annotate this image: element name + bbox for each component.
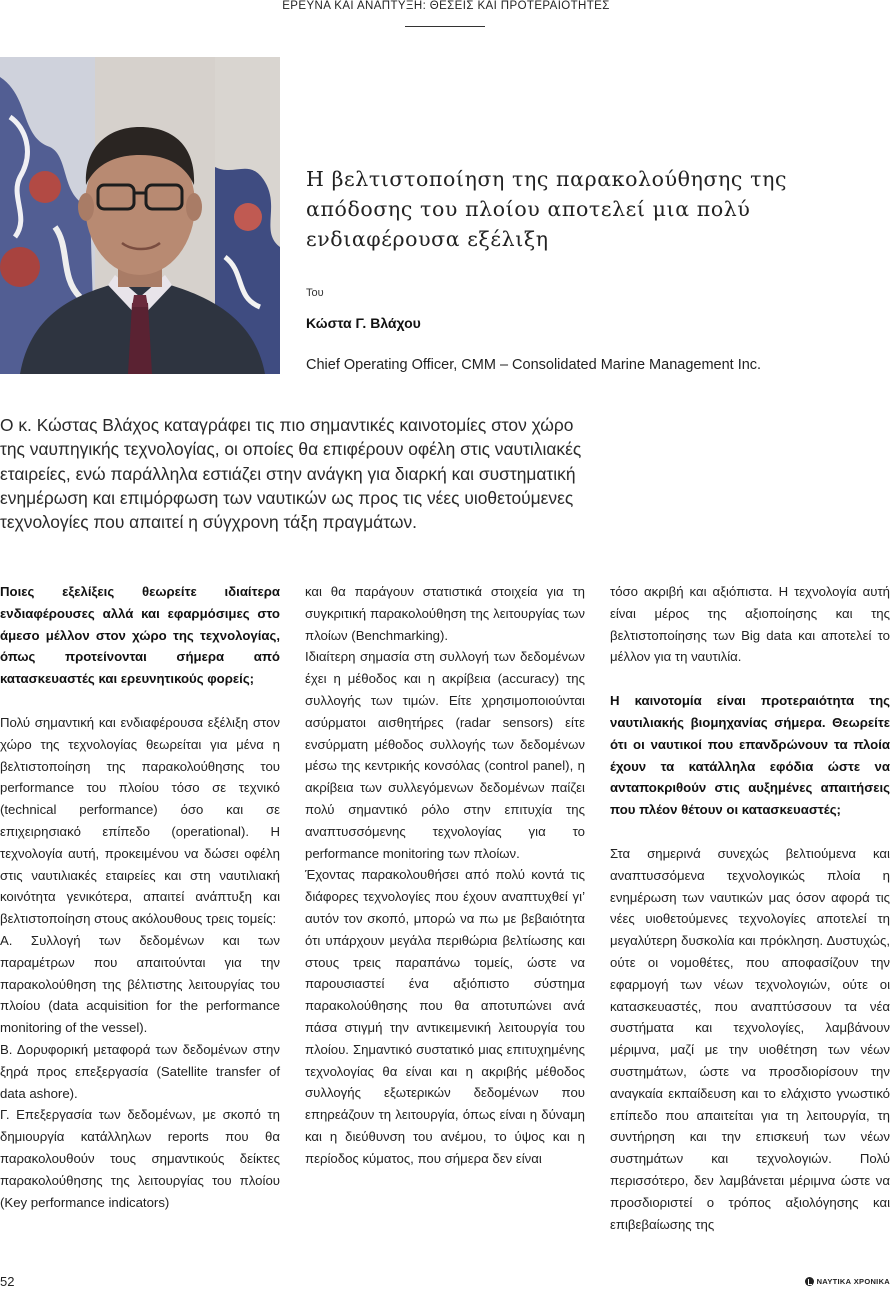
author-name: Κώστα Γ. Βλάχου [306, 315, 421, 331]
author-role: Chief Operating Officer, CMM – Consolidated Marine Management Inc. [306, 357, 762, 373]
author-portrait [0, 57, 280, 374]
brand-name: ΝΑΥΤΙΚΑ ΧΡΟΝΙΚΑ [816, 1277, 890, 1286]
answer-paragraph: Ιδιαίτερη σημασία στη συλλογή των δεδομένων έχει η μέθοδος και η ακρίβεια (accuracy) της συλλογής των τιμών. Είτε χρησιμοποιούνται ασύρματοι αισθητήρες (radar sensors) είτε ενσύρματη μέθοδος συλλογής των δεδομένων μέσω της κεντρικής κονσόλας (control panel), η ακρίβεια των συλλεγόμενων δεδομένων παίζει πολύ σημαντικό ρόλο στην επιτυχία της αναπτυσσόμενης τεχνολογίας για το performance monitoring των πλοίων. [305, 649, 585, 861]
header-rule [405, 26, 485, 27]
answer-paragraph: Έχοντας παρακολουθήσει από πολύ κοντά τις διάφορες τεχνολογίες που έχουν αναπτυχθεί γι’ αυτόν τον σκοπό, μπορώ να πω με βεβαιότητα ότι υπάρχουν μεγάλα περιθώρια βελτίωσης και στους τρεις παραπάνω τομείς, ώστε να παρουσιαστεί ένα αξιόπιστο σύστημα παρακολούθησης που θα αποτυπώνει ανά πάσα στιγμή την αντικειμενική λειτουργία του πλοίου. Σημαντικό συστατικό μιας επιτυχημένης τεχνολογίας θα είναι και η ακριβής μέθοδος συλλογής εξωτερικών δεδομένων που επηρεάζουν τη λειτουργία, όπως είναι η δύναμη και η διεύθυνση του ανέμου, το ύψος και η περίοδος κύματος, που σήμερα δεν είναι [305, 867, 585, 1166]
interview-question-1: Ποιες εξελίξεις θεωρείτε ιδιαίτερα ενδιαφέρουσες αλλά και εφαρμόσιμες στο άμεσο μέλλον στον χώρο της τεχνολογίας, όπως προτείνονται σήμερα από κατασκευαστές και ερευνητικούς φορείς; [0, 584, 280, 687]
answer-paragraph: Γ. Επεξεργασία των δεδομένων, με σκοπό τη δημιουργία κατάλληλων reports που θα παρακολουθούν τους σημαντικούς δείκτες παρακολούθησης της λειτουργίας του πλοίου (Key performance indicators) [0, 1107, 280, 1210]
interview-question-2: Η καινοτομία είναι προτεραιότητα της ναυτιλιακής βιομηχανίας σήμερα. Θεωρείτε ότι οι ναυτικοί που επανδρώνουν τα πλοία έχουν τα κατάλληλα εφόδια ώστε να ανταποκριθούν στις αυξημένες απαιτήσεις που πλέον θέτουν οι κατασκευαστές; [610, 693, 890, 818]
column-1 [0, 581, 280, 1213]
answer-paragraph: τόσο ακριβή και αξιόπιστα. Η τεχνολογία αυτή είναι μέρος της αξιοποίησης και της βελτιστοποίησης των Big data και αποτελεί το μέλλον για τη ναυτιλία. [610, 584, 890, 665]
answer-paragraph: και θα παράγουν στατιστικά στοιχεία για τη συγκριτική παρακολούθηση της λειτουργίας των πλοίων (Benchmarking). [305, 584, 585, 643]
column-3 [610, 581, 890, 1235]
byline-prefix: Του [306, 287, 324, 299]
brand-logo-icon [805, 1277, 814, 1286]
article-title: Η βελτιστοποίηση της παρακολούθησης της απόδοσης του πλοίου αποτελεί μια πολύ ενδιαφέρουσα εξέλιξη [306, 167, 788, 251]
footer-brand [805, 1277, 890, 1286]
answer-paragraph: Πολύ σημαντική και ενδιαφέρουσα εξέλιξη στον χώρο της τεχνολογίας θεωρείται για μένα η βελτιστοποίηση της παρακολούθησης του performance του πλοίου τόσο σε τεχνικό (technical performance) όσο και σε επιχειρησιακό επίπεδο (operational). Η τεχνολογία αυτή, προκειμένου να δώσει οφέλη στις ναυτιλιακές εταιρείες και στη ναυτιλιακή κοινότητα γενικότερα, απαιτεί ανάπτυξη και βελτιστοποίηση στους ακόλουθους τρεις τομείς: [0, 714, 280, 927]
article-intro: Ο κ. Κώστας Βλάχος καταγράφει τις πιο σημαντικές καινοτομίες στον χώρο της ναυπηγικής τεχνολογίας, οι οποίες θα επιφέρουν οφέλη στις ναυτιλιακές εταιρείες, ενώ παράλληλα εστιάζει στην ανάγκη για διαρκή και συστηματική ενημέρωση και επιμόρφωση των ναυτικών ως προς τις νέες υιοθετούμενες τεχνολογίες που απαιτεί η σύγχρονη τάξη πραγμάτων. [0, 415, 582, 533]
column-2 [305, 581, 585, 1170]
answer-paragraph: Στα σημερινά συνεχώς βελτιούμενα και αναπτυσσόμενα τεχνολογικώς πλοία η ενημέρωση των ναυτικών μας όσον αφορά τις νέες υιοθετούμενες τεχνολογίες αποτελεί τη μεγαλύτερη δυσκολία και πρόκληση. Δυστυχώς, ούτε οι νομοθέτες, που αποφασίζουν την εφαρμογή των νέων τεχνολογιών, ούτε οι κατασκευαστές, που αναπτύσσουν τα νέα συστήματα και τεχνολογίες, λαμβάνουν μέριμνα, μαζί με την υιοθέτηση των νέων συστημάτων, ώστε να προσδιορίσουν την αναγκαία εκπαίδευση και το ελάχιστο γνωστικό επίπεδο που απαιτείται για τη λειτουργία, τη συντήρηση και την επισκευή των νέων συστημάτων και τεχνολογιών. Πολύ περισσότερο, δεν λαμβάνεται μέριμνα ώστε να προσδιοριστεί ο τρόπος αξιολόγησης και επιβεβαίωσης της [610, 845, 890, 1232]
answer-paragraph: Α. Συλλογή των δεδομένων και των παραμέτρων που απαιτούνται για την παρακολούθηση της βέλτιστης λειτουργίας του πλοίου (data acquisition for the performance monitoring of the vessel). [0, 932, 280, 1036]
answer-paragraph: Β. Δορυφορική μεταφορά των δεδομένων στην ξηρά προς επεξεργασία (Satellite transfer of data ashore). [0, 1041, 280, 1101]
portrait-photo-icon [0, 57, 280, 374]
running-header: ΕΡΕΥΝΑ ΚΑΙ ΑΝΑΠΤΥΞΗ: ΘΕΣΕΙΣ ΚΑΙ ΠΡΟΤΕΡΑΙΟΤΗΤΕΣ [282, 0, 610, 12]
page-number: 52 [0, 1274, 15, 1289]
